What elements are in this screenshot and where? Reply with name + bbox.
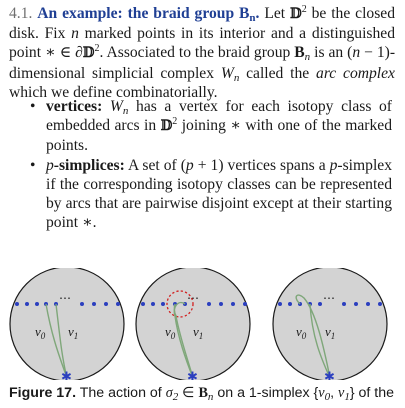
label-v1: $v_1$	[325, 324, 336, 341]
disk-panel-2	[136, 268, 250, 380]
ellipsis: ⋯	[323, 291, 335, 305]
ellipsis: ⋯	[187, 291, 199, 305]
definition-list	[30, 97, 393, 232]
disk-panel-1	[10, 268, 124, 380]
bullet-marker: •	[30, 98, 36, 115]
label-v0: $v_0$	[35, 324, 46, 341]
bullet-marker: •	[30, 156, 36, 174]
section-title: An example: the braid group $B_n$.	[37, 5, 260, 24]
term-arc-complex: arc complex	[316, 64, 395, 82]
list-item-p-simplices: • p-simplices: A set of (p + 1) vertices spans a p-simplex if the corresponding isotopy classes can be represented by arcs that are pairwise disjoint except at their starting point ∗.	[30, 156, 392, 232]
basepoint-star: ✱	[187, 369, 198, 380]
label-v0: $v_0$	[165, 324, 176, 341]
ellipsis: ⋯	[59, 291, 71, 305]
label-v1: $v_1$	[68, 324, 79, 341]
figure-caption: Figure 17. The action of $\sigma_2$ ∈ $B_n$ on a 1-simplex {$v_0$, $v_1$} of the	[9, 385, 394, 403]
braid-action-figure	[0, 268, 405, 380]
basepoint-star: ✱	[61, 369, 72, 380]
section-paragraph: 4.1. An example: the braid group $B_n$. Let 𝔻$^2$ be the closed disk. Fix n marked points in its interior and a distinguished point ∗ ∈ ∂𝔻$^2$. Associated to the braid group $B_n$ is an (n − 1)-dimensional simplicial complex $W_n$ called the arc complex which we define combinatorially.	[9, 4, 396, 101]
label-v0: $v_0$	[296, 324, 307, 341]
list-item-vertices: • vertices: $W_n$ has a vertex for each isotopy class of embedded arcs in 𝔻$^2$ joining ∗ with one of the marked points.	[30, 98, 393, 155]
section-number: 4.1.	[9, 5, 33, 22]
basepoint-star: ✱	[324, 369, 335, 380]
figure-label: Figure 17.	[9, 385, 77, 401]
label-v1: $v_1$	[193, 324, 204, 341]
disk-panel-3	[273, 268, 387, 380]
disk	[10, 268, 124, 380]
